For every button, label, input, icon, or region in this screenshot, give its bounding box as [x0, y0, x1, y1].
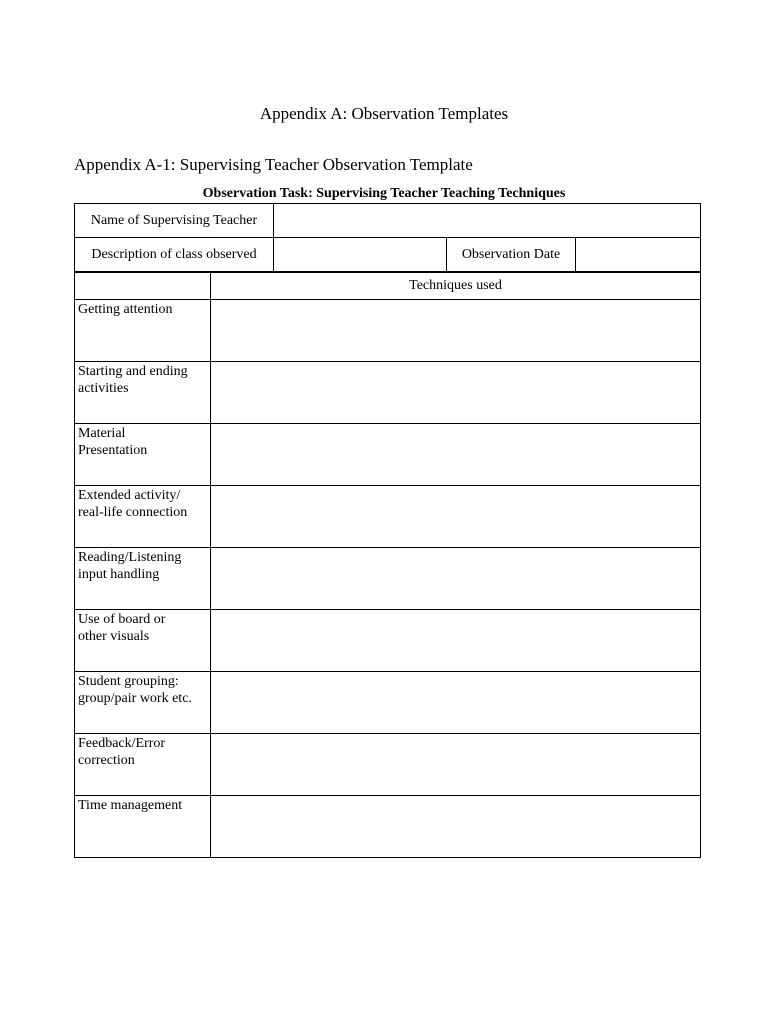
- technique-row: [75, 424, 701, 486]
- technique-label: Extended activity/ real-life connection: [75, 486, 211, 548]
- technique-notes-field[interactable]: [211, 424, 701, 486]
- technique-notes-field[interactable]: [211, 734, 701, 796]
- class-description-field[interactable]: [274, 238, 447, 272]
- section-title: Appendix A-1: Supervising Teacher Observation Template: [74, 155, 473, 174]
- techniques-header-label: Techniques used: [211, 273, 701, 300]
- technique-notes-field[interactable]: [211, 610, 701, 672]
- observation-date-field[interactable]: [576, 238, 701, 272]
- techniques-table: [74, 272, 701, 858]
- techniques-header-blank: [75, 273, 211, 300]
- technique-notes-field[interactable]: [211, 672, 701, 734]
- technique-label: Student grouping: group/pair work etc.: [75, 672, 211, 734]
- class-date-row: [75, 238, 701, 272]
- technique-notes-field[interactable]: [211, 548, 701, 610]
- technique-label: Feedback/Error correction: [75, 734, 211, 796]
- technique-row: [75, 362, 701, 424]
- technique-row: [75, 548, 701, 610]
- technique-notes-field[interactable]: [211, 300, 701, 362]
- technique-notes-field[interactable]: [211, 362, 701, 424]
- technique-row: [75, 300, 701, 362]
- class-description-label: Description of class observed: [75, 238, 274, 272]
- technique-row: [75, 734, 701, 796]
- task-title: Observation Task: Supervising Teacher Teaching Techniques: [202, 186, 566, 201]
- technique-row: [75, 610, 701, 672]
- teacher-name-field[interactable]: [274, 204, 701, 238]
- technique-row: [75, 486, 701, 548]
- technique-label: Reading/Listening input handling: [75, 548, 211, 610]
- technique-label: Material Presentation: [75, 424, 211, 486]
- teacher-name-label: Name of Supervising Teacher: [75, 204, 274, 238]
- technique-label: Time management: [75, 796, 211, 858]
- techniques-header-row: [75, 273, 701, 300]
- teacher-name-row: [75, 204, 701, 238]
- technique-notes-field[interactable]: [211, 796, 701, 858]
- technique-label: Getting attention: [75, 300, 211, 362]
- technique-notes-field[interactable]: [211, 486, 701, 548]
- technique-row: [75, 796, 701, 858]
- teacher-info-table: [74, 203, 701, 272]
- technique-label: Use of board or other visuals: [75, 610, 211, 672]
- appendix-title: Appendix A: Observation Templates: [259, 104, 509, 123]
- technique-row: [75, 672, 701, 734]
- observation-date-label: Observation Date: [447, 238, 576, 272]
- technique-label: Starting and ending activities: [75, 362, 211, 424]
